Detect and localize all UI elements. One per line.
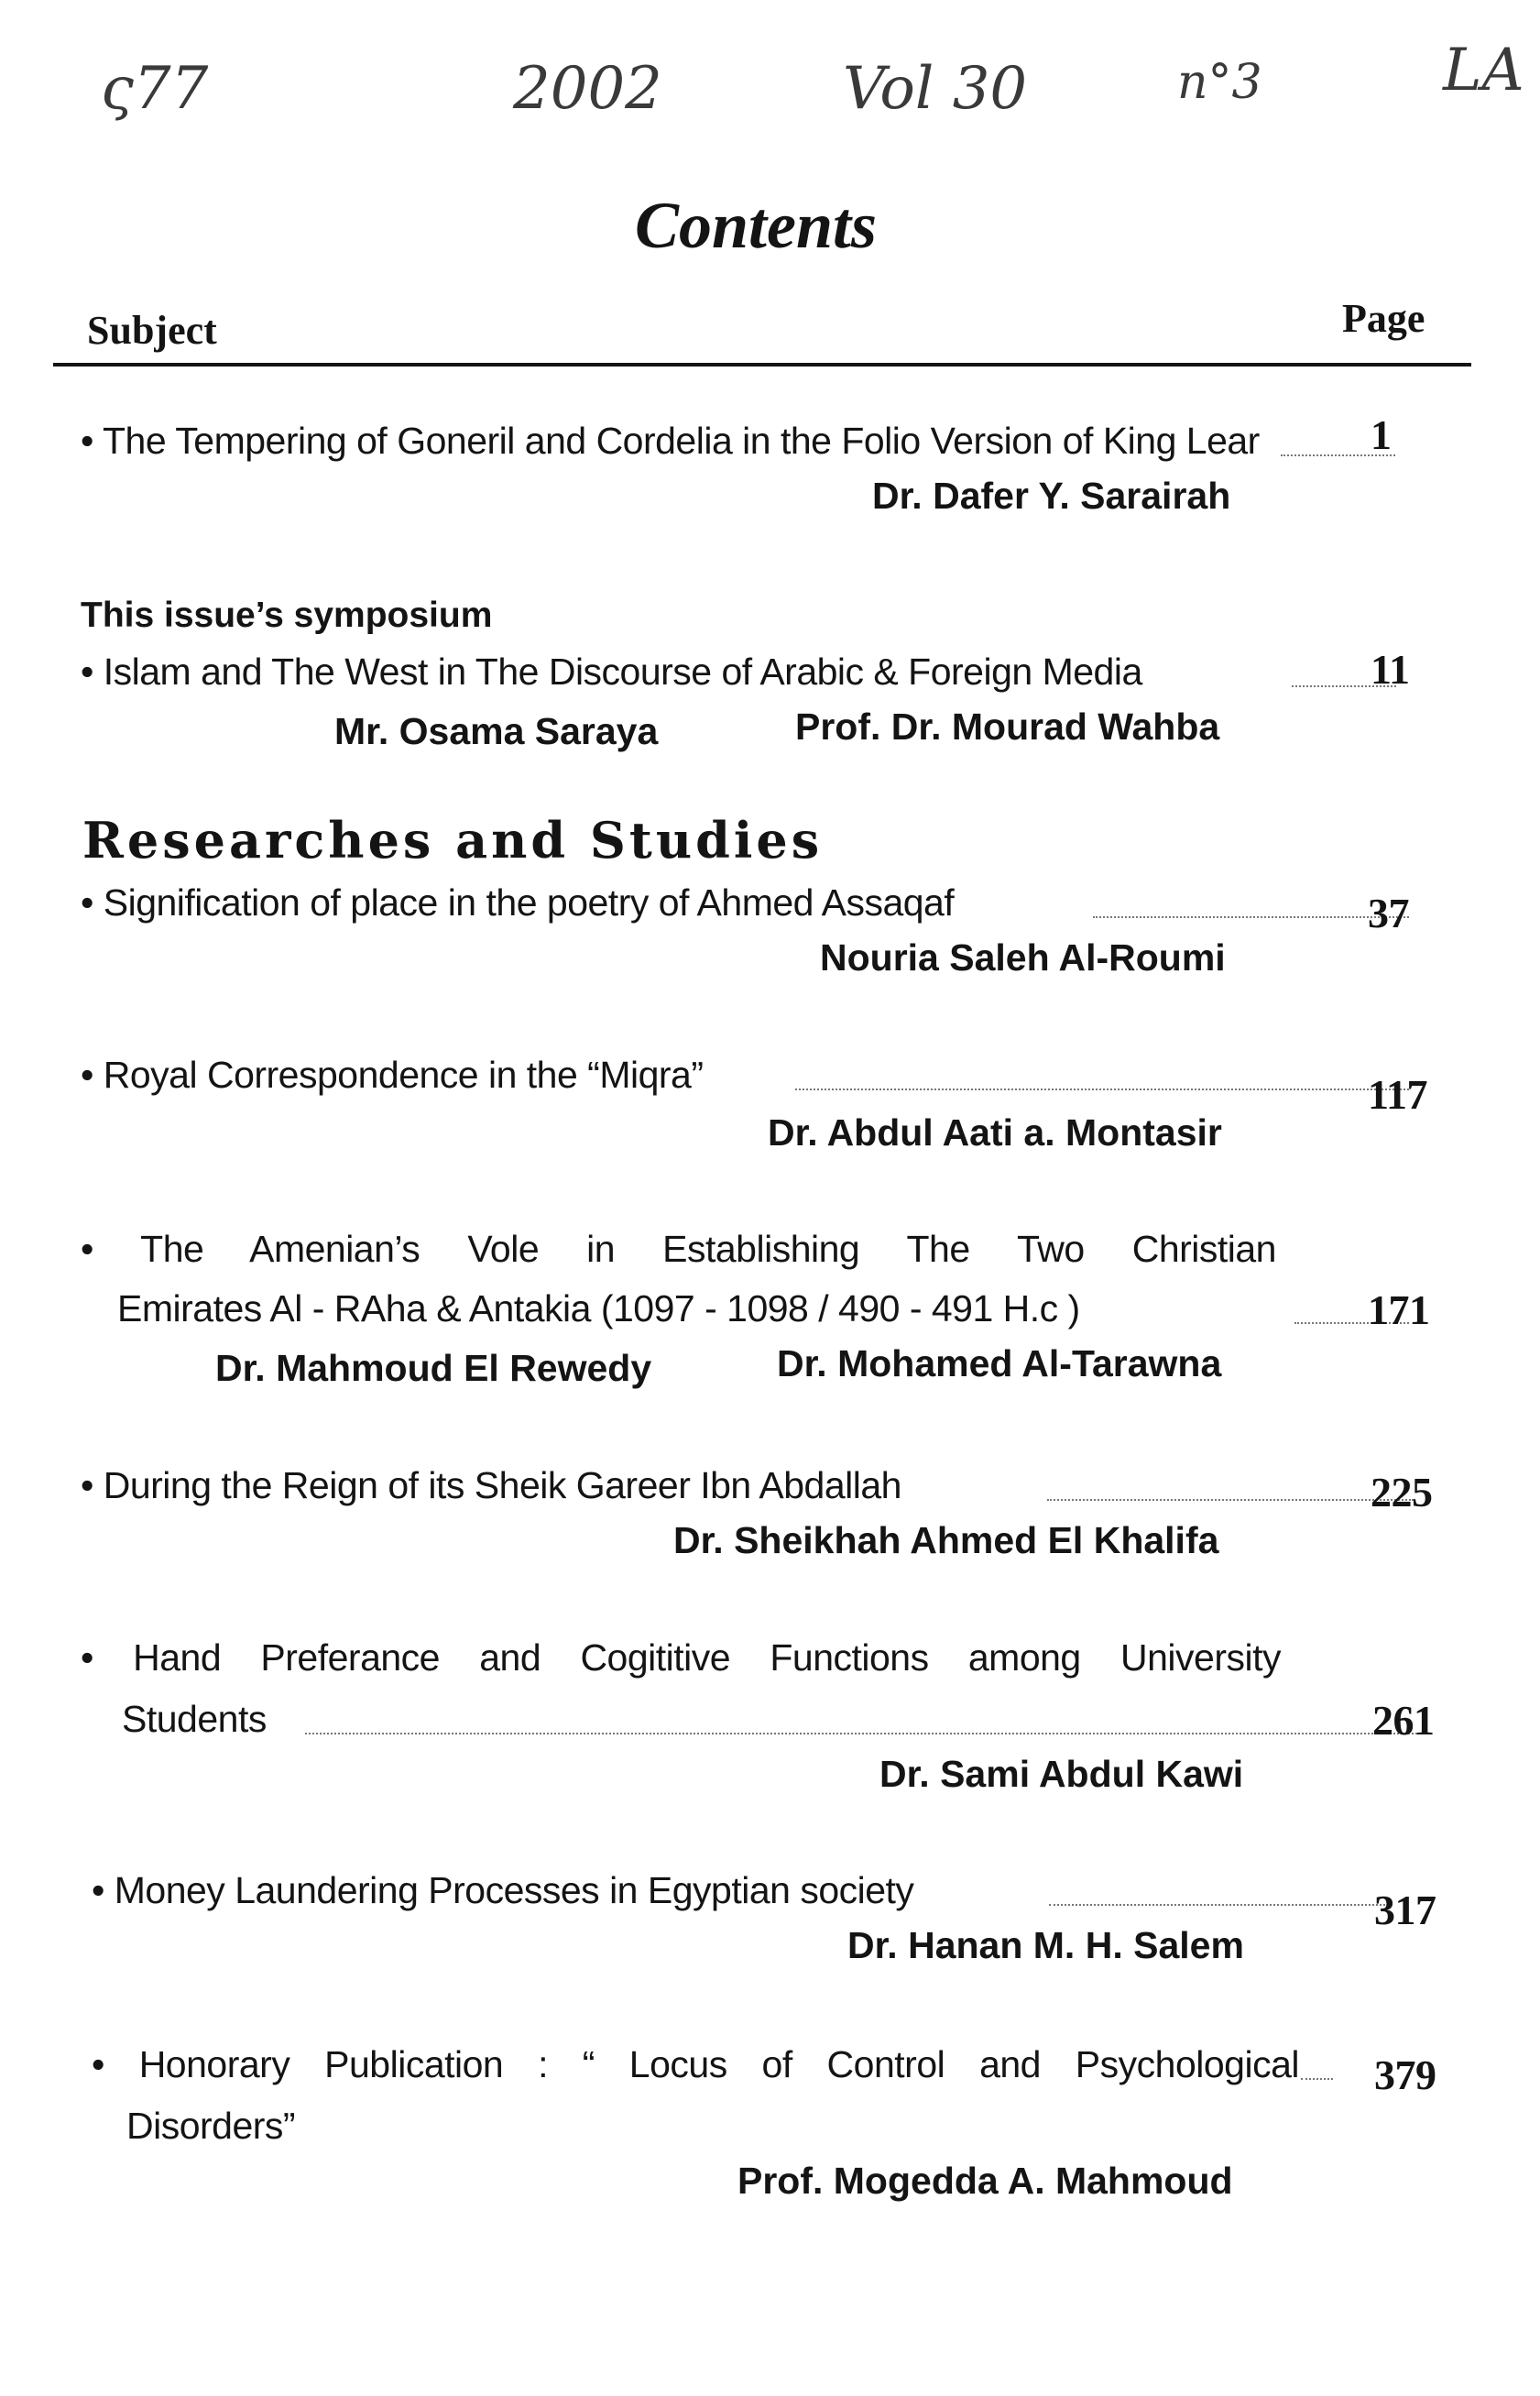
handwritten-note-year: 2002 xyxy=(513,55,662,123)
entry-title: • During the Reign of its Sheik Gareer Ibn Abdallah xyxy=(81,1464,901,1506)
toc-entry-2[interactable] xyxy=(81,646,1540,702)
entry-title: • Islam and The West in The Discourse of Arabic & Foreign Media xyxy=(81,651,1142,693)
toc-entry-7-line-1[interactable] xyxy=(81,1636,1281,1688)
entry-author: Dr. Sheikhah Ahmed El Khalifa xyxy=(673,1519,1219,1561)
dot-leader xyxy=(1301,2078,1333,2080)
subject-header: Subject xyxy=(87,308,217,353)
handwritten-note-volume: Vol 30 xyxy=(843,55,1028,123)
page-header: Page xyxy=(1342,296,1425,341)
entry-title-line-2: Disorders” xyxy=(126,2105,296,2147)
toc-entry-6[interactable] xyxy=(81,1464,1540,1515)
entry-title: • The Tempering of Goneril and Cordelia in the Folio Version of King Lear xyxy=(81,420,1260,462)
entry-author: Nouria Saleh Al-Roumi xyxy=(820,936,1226,979)
toc-entry-8[interactable] xyxy=(92,1869,1540,1933)
dot-leader xyxy=(1047,1499,1414,1501)
entry-author: Dr. Sami Abdul Kawi xyxy=(879,1753,1244,1795)
entry-page: 171 xyxy=(1368,1286,1430,1333)
entry-title-line-2: Students xyxy=(122,1698,267,1740)
toc-entry-7-line-2[interactable] xyxy=(122,1698,1540,1749)
entry-title: • Money Laundering Processes in Egyptian society xyxy=(92,1869,914,1911)
entry-author: Dr. Hanan M. H. Salem xyxy=(847,1924,1244,1966)
entry-page: 379 xyxy=(1374,2051,1436,2098)
entry-page: 317 xyxy=(1374,1887,1436,1933)
entry-author: Dr. Mohamed Al-Tarawna xyxy=(777,1342,1222,1384)
handwritten-note-initials: LA xyxy=(1443,37,1524,104)
entry-title-line-1: • Honorary Publication : “ Locus of Control and Psychological xyxy=(92,2043,1299,2085)
toc-entry-3[interactable] xyxy=(81,881,1540,936)
dot-leader xyxy=(1049,1904,1393,1906)
entry-page: 37 xyxy=(1368,890,1409,936)
header-rule xyxy=(53,363,1471,367)
toc-entry-9-page[interactable] xyxy=(1301,2043,1436,2098)
page-title: Contents xyxy=(634,189,878,262)
entry-page: 117 xyxy=(1368,1071,1427,1118)
handwritten-note-code: ς77 xyxy=(101,55,209,123)
toc-entry-1[interactable] xyxy=(81,411,1540,471)
entry-title-line-1: • The Amenian’s Vole in Establishing The Two Christian xyxy=(81,1228,1276,1270)
dot-leader xyxy=(795,1089,1409,1090)
entry-title: • Royal Correspondence in the “Miqra” xyxy=(81,1054,704,1096)
dot-leader xyxy=(1093,916,1409,918)
entry-page: 11 xyxy=(1371,646,1410,693)
entry-page: 225 xyxy=(1371,1469,1433,1515)
entry-page: 1 xyxy=(1371,411,1392,458)
symposium-label: This issue’s symposium xyxy=(81,596,493,635)
entry-author: Prof. Mogedda A. Mahmoud xyxy=(737,2160,1233,2202)
entry-author: Dr. Dafer Y. Sarairah xyxy=(872,475,1231,517)
toc-entry-5-line-1[interactable] xyxy=(81,1228,1276,1279)
toc-entry-9-line-1[interactable] xyxy=(92,2043,1299,2095)
entry-author: Dr. Abdul Aati a. Montasir xyxy=(768,1111,1222,1154)
entry-title: • Signification of place in the poetry of Ahmed Assaqaf xyxy=(81,881,955,924)
entry-title-line-1: • Hand Preferance and Cogititive Functions among University xyxy=(81,1636,1281,1679)
toc-entry-4[interactable] xyxy=(81,1054,1540,1118)
entry-author: Prof. Dr. Mourad Wahba xyxy=(795,706,1220,748)
entry-page: 261 xyxy=(1372,1697,1435,1744)
handwritten-note-number: n°3 xyxy=(1177,55,1262,110)
entry-title-line-2: Emirates Al - RAha & Antakia (1097 - 1098 / 490 - 491 H.c ) xyxy=(117,1287,1080,1329)
toc-entry-5-line-2[interactable] xyxy=(117,1287,1540,1339)
section-heading: Researches and Studies xyxy=(82,811,824,870)
entry-author: Dr. Mahmoud El Rewedy xyxy=(215,1347,652,1389)
dot-leader xyxy=(305,1733,1432,1734)
toc-entry-9-line-2[interactable] xyxy=(126,2105,1540,2156)
entry-author: Mr. Osama Saraya xyxy=(334,710,659,752)
